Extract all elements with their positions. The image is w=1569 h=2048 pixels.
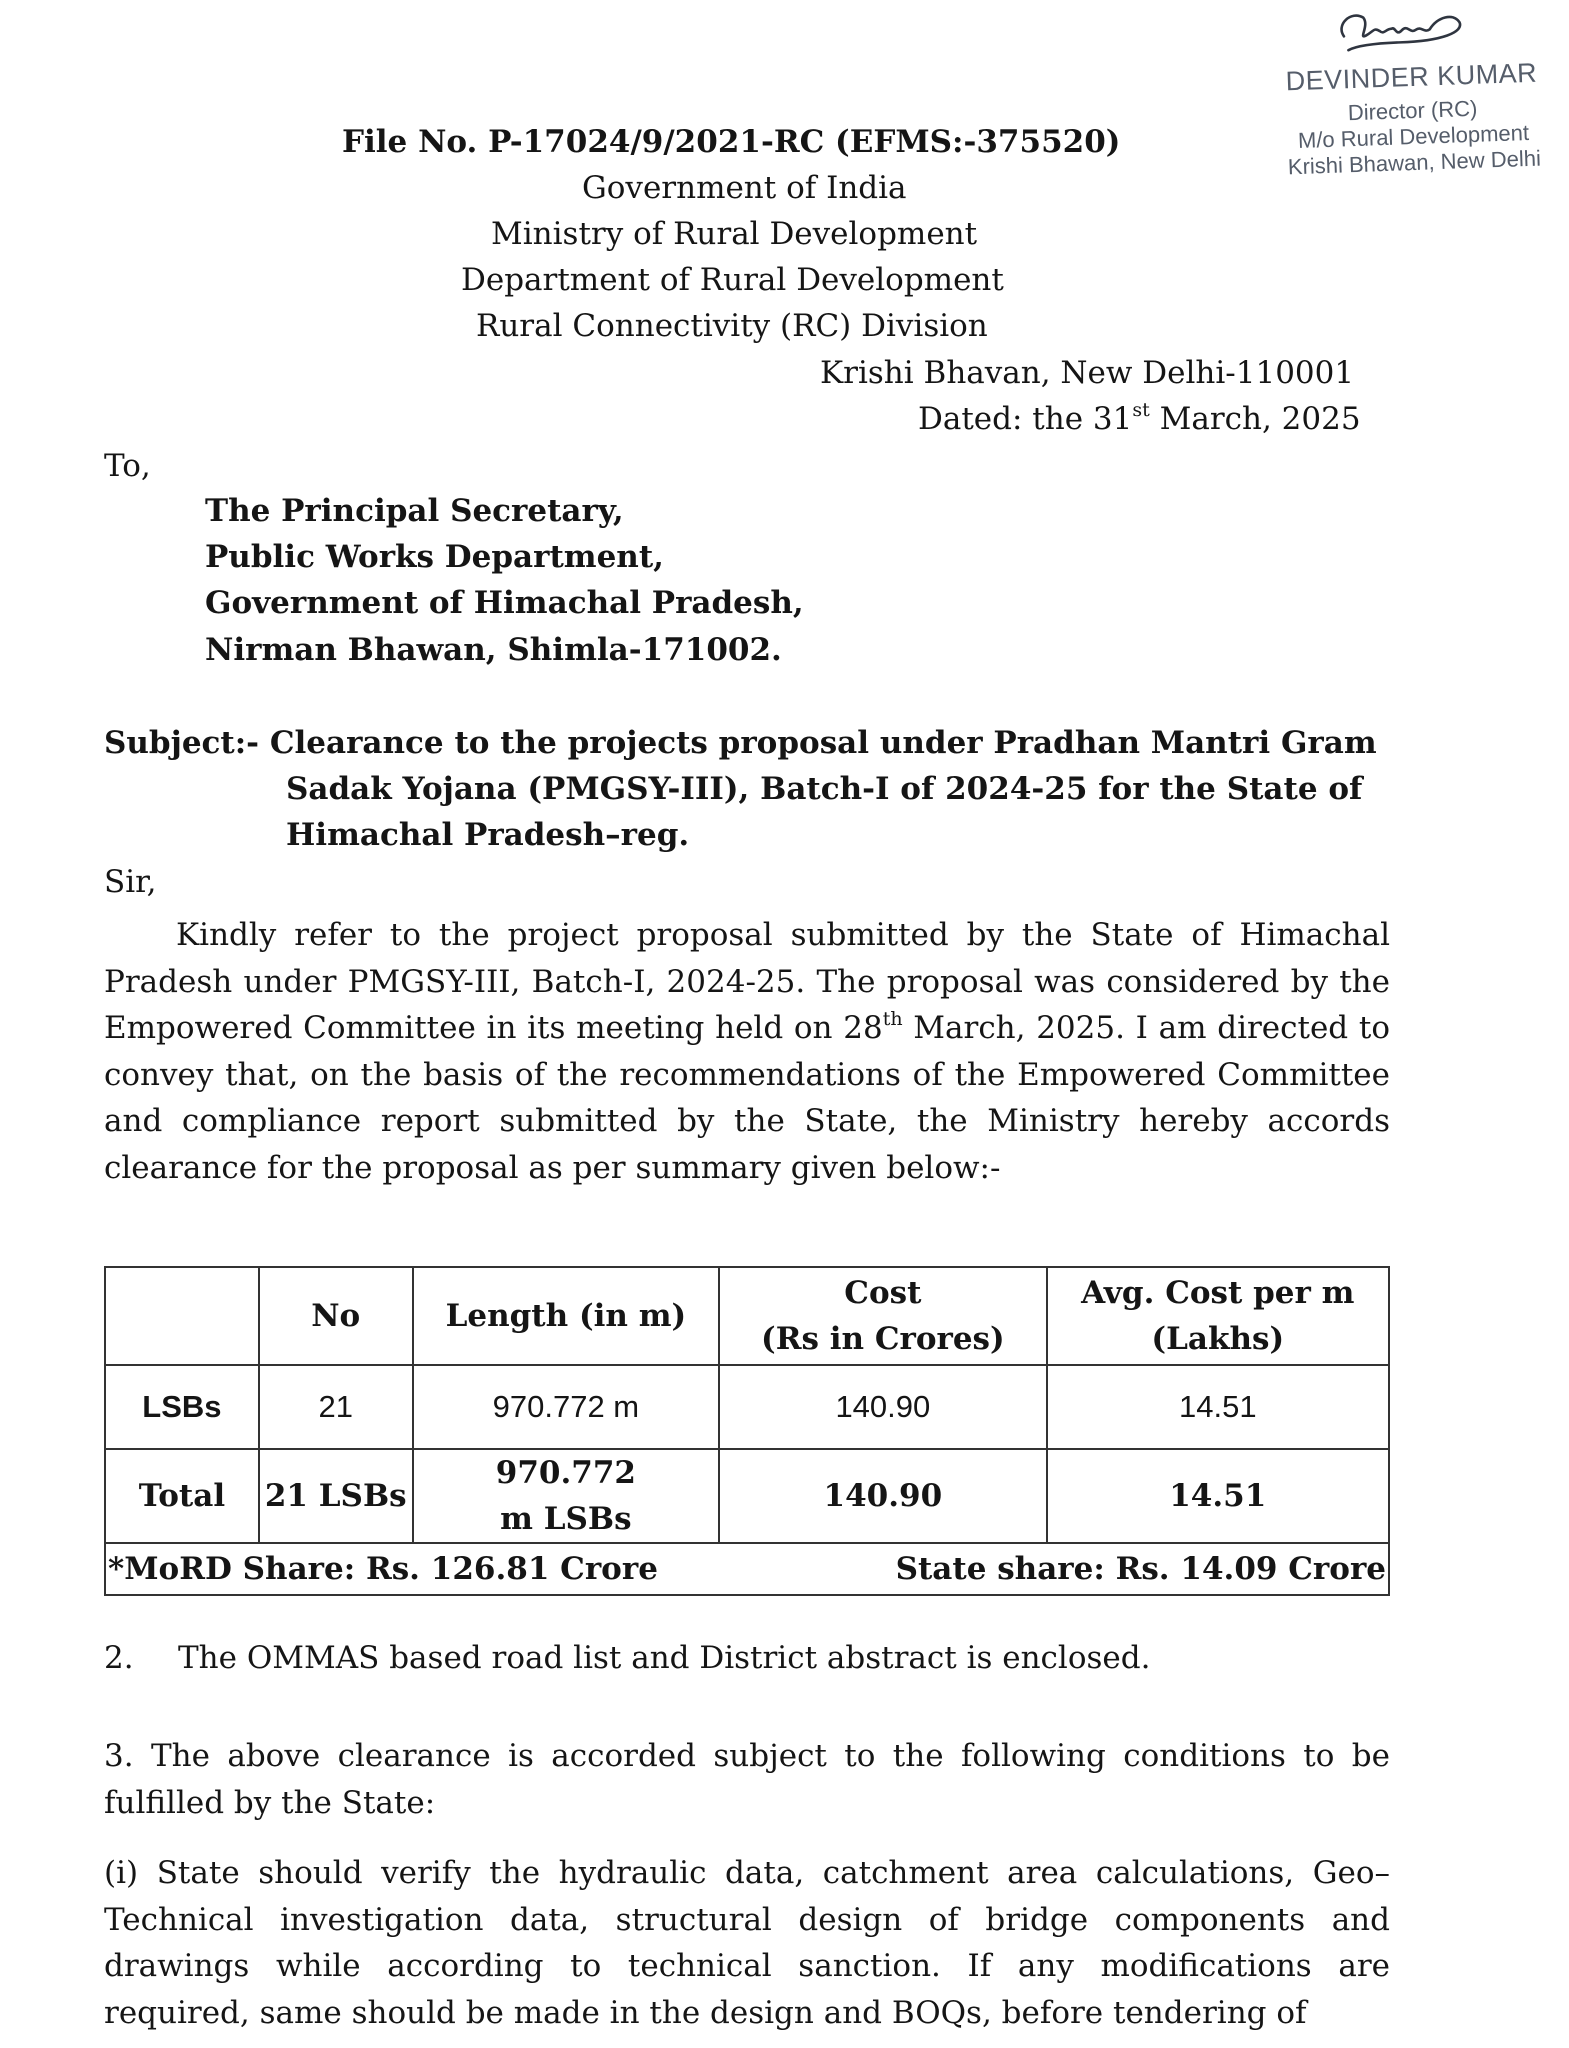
addressee-line-2: Public Works Department, — [205, 539, 664, 575]
header-division: Rural Connectivity (RC) Division — [476, 308, 988, 344]
total-no: 21 LSBs — [259, 1449, 413, 1543]
addressee-line-1: The Principal Secretary, — [205, 493, 624, 529]
header-cell-avg-cost: Avg. Cost per m (Lakhs) — [1047, 1267, 1389, 1365]
paragraph-1: Kindly refer to the project proposal submitted by the State of Himachal Pradesh under PMGSY-III, Batch-I, 2024-25. The proposal was considered by the Empowered Committee in its meeting held on 28th March, 2025. I am directed to convey that, on the basis of the recommendations of the Empowered Committee and compliance report submitted by the State, the Ministry hereby accords clearance for the proposal as per summary given below:- — [104, 917, 1390, 1186]
header-cell-blank — [105, 1267, 259, 1365]
paragraph-2: The OMMAS based road list and District abstract is enclosed. — [178, 1640, 1151, 1676]
addressee-line-3: Government of Himachal Pradesh, — [205, 585, 804, 621]
header-date: Dated: the 31st March, 2025 — [918, 399, 1361, 437]
header-cell-length: Length (in m) — [413, 1267, 720, 1365]
file-number: File No. P-17024/9/2021-RC (EFMS:-375520) — [342, 124, 1121, 160]
subject-line-1: Subject:- Clearance to the projects proposal under Pradhan Mantri Gram — [104, 725, 1377, 761]
to-label: To, — [104, 448, 151, 484]
paragraph-3: 3. The above clearance is accorded subject to the following conditions to be fulfilled by the State: — [104, 1738, 1390, 1821]
stamp-designation: Director (RC) — [1347, 95, 1478, 126]
signature-icon — [1329, 2, 1471, 63]
header-cell-no: No — [259, 1267, 413, 1365]
header-ministry: Ministry of Rural Development — [491, 216, 978, 252]
total-label: Total — [105, 1449, 259, 1543]
header-department: Department of Rural Development — [461, 262, 1004, 298]
header-cell-cost: Cost (Rs in Crores) — [719, 1267, 1046, 1365]
table-row — [105, 1365, 1389, 1449]
summary-table — [104, 1266, 1390, 1596]
state-share: State share: Rs. 14.09 Crore — [719, 1543, 1389, 1595]
share-row — [105, 1543, 1389, 1595]
row-no: 21 — [259, 1365, 413, 1449]
condition-1: (i) State should verify the hydraulic data, catchment area calculations, Geo–Technical investigation data, structural design of bridge components and drawings while according to technical sanction. If any modifications are required, same should be made in the design and BOQs, before tendering of — [104, 1855, 1390, 2031]
subject-line-2: Sadak Yojana (PMGSY-III), Batch-I of 2024-25 for the State of — [286, 771, 1363, 807]
paragraph-2-number: 2. — [104, 1640, 134, 1676]
subject-line-3: Himachal Pradesh–reg. — [286, 817, 690, 853]
total-avg-cost: 14.51 — [1047, 1449, 1389, 1543]
row-length: 970.772 m — [413, 1365, 720, 1449]
stamp-name: DEVINDER KUMAR — [1285, 57, 1538, 97]
official-stamp — [1259, 0, 1565, 189]
table-header-row — [105, 1267, 1389, 1365]
table-total-row — [105, 1449, 1389, 1543]
row-cost: 140.90 — [719, 1365, 1046, 1449]
stamp-office: Krishi Bhawan, New Delhi — [1287, 145, 1542, 180]
total-length: 970.772 m LSBs — [413, 1449, 720, 1543]
total-cost: 140.90 — [719, 1449, 1046, 1543]
header-government: Government of India — [582, 170, 907, 206]
mord-share: *MoRD Share: Rs. 126.81 Crore — [105, 1543, 719, 1595]
header-place: Krishi Bhavan, New Delhi-110001 — [820, 355, 1355, 391]
stamp-ministry: M/o Rural Development — [1297, 119, 1530, 153]
addressee-line-4: Nirman Bhawan, Shimla-171002. — [205, 632, 782, 668]
salutation: Sir, — [104, 864, 157, 900]
row-label: LSBs — [105, 1365, 259, 1449]
row-avg-cost: 14.51 — [1047, 1365, 1389, 1449]
